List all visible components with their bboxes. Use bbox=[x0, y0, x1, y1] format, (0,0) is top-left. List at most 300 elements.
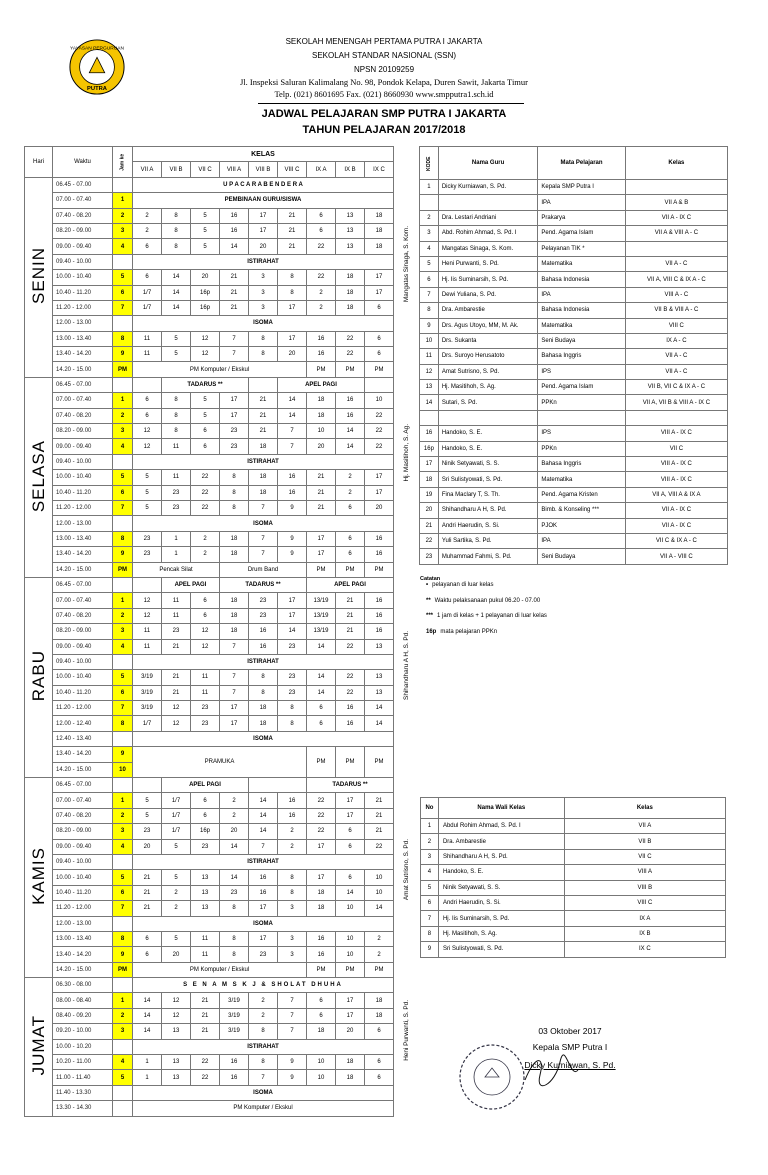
teacher-classes: VII A - VIII C bbox=[625, 549, 727, 564]
wali-row bbox=[421, 942, 726, 957]
schedule-row bbox=[25, 193, 394, 208]
class-cell: 18 bbox=[249, 716, 278, 731]
day-senin bbox=[25, 177, 53, 377]
class-cell: 2 bbox=[249, 993, 278, 1008]
time-cell: 09.40 - 10.00 bbox=[53, 254, 113, 269]
class-cell: 18 bbox=[307, 408, 336, 423]
teacher-name: Sri Sulistyowati, S. Pd. bbox=[438, 472, 538, 487]
class-cell: 14 bbox=[162, 285, 191, 300]
teacher-code: 5 bbox=[420, 256, 439, 271]
class-cell: 5 bbox=[191, 239, 220, 254]
isoma-label: ISOMA bbox=[133, 731, 394, 746]
jam-cell: 6 bbox=[113, 485, 133, 500]
class-cell: 16 bbox=[220, 1070, 249, 1085]
class-cell: 23 bbox=[249, 608, 278, 623]
teacher-subject: Bahasa Indonesia bbox=[538, 272, 625, 287]
class-cell: 1/7 bbox=[133, 300, 162, 315]
class-cell: 13 bbox=[162, 1070, 191, 1085]
teacher-name: Shihandharu A H, S. Pd. bbox=[438, 503, 538, 518]
time-cell: 10.00 - 10.20 bbox=[53, 1039, 113, 1054]
time-cell: 06.45 - 07.00 bbox=[53, 577, 113, 592]
class-cell: 3 bbox=[278, 947, 307, 962]
class-cell: 18 bbox=[220, 547, 249, 562]
class-cell: 23 bbox=[220, 424, 249, 439]
class-cell: 17 bbox=[220, 716, 249, 731]
class-cell: 14 bbox=[162, 270, 191, 285]
class-cell: 11 bbox=[162, 470, 191, 485]
class-cell: 5 bbox=[162, 870, 191, 885]
class-cell: 6 bbox=[191, 793, 220, 808]
time-cell: 09.20 - 10.00 bbox=[53, 1024, 113, 1039]
schedule-row bbox=[25, 839, 394, 854]
class-cell: 21 bbox=[278, 208, 307, 223]
teacher-name: Abd. Rohim Ahmad, S. Pd. I bbox=[438, 226, 538, 241]
teacher-row bbox=[420, 226, 728, 241]
teacher-classes: VIII C bbox=[625, 318, 727, 333]
class-cell: 13 bbox=[162, 1024, 191, 1039]
time-cell: 09.00 - 09.40 bbox=[53, 639, 113, 654]
waktu-header: Waktu bbox=[53, 147, 113, 178]
class-cell: 16 bbox=[336, 701, 365, 716]
teacher-name: Dewi Yuliana, S. Pd. bbox=[438, 287, 538, 302]
class-cell: 13 bbox=[336, 208, 365, 223]
class-cell: 13 bbox=[336, 239, 365, 254]
class-cell: 6 bbox=[365, 1024, 394, 1039]
class-cell: 17 bbox=[278, 608, 307, 623]
class-cell: 2 bbox=[220, 793, 249, 808]
class-cell: 2 bbox=[162, 885, 191, 900]
school-name: SEKOLAH MENENGAH PERTAMA PUTRA I JAKARTA bbox=[285, 37, 483, 46]
pm-cell: PM bbox=[365, 962, 394, 977]
pm-komputer-label: PM Komputer / Ekskul bbox=[133, 1101, 394, 1116]
schedule-row bbox=[25, 470, 394, 485]
class-cell: 5 bbox=[133, 485, 162, 500]
class-cell: 7 bbox=[249, 500, 278, 515]
class-cell: 16 bbox=[336, 408, 365, 423]
class-cell: 7 bbox=[278, 424, 307, 439]
class-cell: 11 bbox=[162, 593, 191, 608]
class-cell: 6 bbox=[307, 1008, 336, 1023]
class-cell: 7 bbox=[249, 1070, 278, 1085]
class-cell: 21 bbox=[278, 223, 307, 238]
teacher-name: Fina Maclary T, S. Th. bbox=[438, 487, 538, 502]
class-cell: 18 bbox=[307, 1024, 336, 1039]
class-cell: 16 bbox=[307, 947, 336, 962]
class-cell: 6 bbox=[336, 870, 365, 885]
teacher-classes: VII C bbox=[625, 441, 727, 456]
teacher-code: 8 bbox=[420, 303, 439, 318]
class-cell: 6 bbox=[336, 824, 365, 839]
pm-cell: PM bbox=[365, 562, 394, 577]
class-cell: 22 bbox=[191, 1070, 220, 1085]
class-cell: 18 bbox=[365, 1008, 394, 1023]
class-cell: 21 bbox=[162, 685, 191, 700]
class-cell: 8 bbox=[162, 408, 191, 423]
time-cell: 08.40 - 09.20 bbox=[53, 1008, 113, 1023]
class-cell: 6 bbox=[365, 1070, 394, 1085]
class-cell: 8 bbox=[220, 901, 249, 916]
class-cell: 22 bbox=[307, 239, 336, 254]
class-cell: 23 bbox=[220, 439, 249, 454]
jam-cell bbox=[113, 454, 133, 469]
class-cell: 16 bbox=[365, 547, 394, 562]
time-cell: 11.20 - 12.00 bbox=[53, 300, 113, 315]
class-cell: 1/7 bbox=[162, 793, 191, 808]
schedule-row bbox=[25, 901, 394, 916]
class-header: VII C bbox=[191, 162, 220, 177]
schedule-row bbox=[25, 1085, 394, 1100]
isoma-label: ISOMA bbox=[133, 1085, 394, 1100]
schedule-row bbox=[25, 593, 394, 608]
class-cell: 8 bbox=[249, 331, 278, 346]
class-cell: 21 bbox=[336, 608, 365, 623]
schedule-row bbox=[25, 485, 394, 500]
teacher-row bbox=[420, 349, 728, 364]
jam-cell: 4 bbox=[113, 439, 133, 454]
wali-row bbox=[421, 911, 726, 926]
schedule-row bbox=[25, 516, 394, 531]
class-cell: 21 bbox=[133, 885, 162, 900]
istirahat-label: ISTIRAHAT bbox=[133, 254, 394, 269]
pm-cell: PM bbox=[365, 362, 394, 377]
class-cell: 21 bbox=[365, 824, 394, 839]
time-cell: 07.40 - 08.20 bbox=[53, 608, 113, 623]
wali-no: 3 bbox=[421, 849, 439, 864]
class-cell: 16 bbox=[307, 347, 336, 362]
teacher-subject: Pend. Agama Islam bbox=[538, 380, 625, 395]
pm-cell: PM bbox=[307, 362, 336, 377]
class-cell: 8 bbox=[278, 701, 307, 716]
teacher-code: 16p bbox=[420, 441, 439, 456]
schedule-row bbox=[25, 624, 394, 639]
teacher-subject: IPA bbox=[538, 533, 625, 548]
class-cell: 7 bbox=[278, 439, 307, 454]
class-cell: 6 bbox=[133, 931, 162, 946]
teacher-name bbox=[438, 410, 538, 425]
class-cell: 23 bbox=[278, 685, 307, 700]
wali-row bbox=[421, 880, 726, 895]
class-cell: 14 bbox=[336, 424, 365, 439]
teacher-row bbox=[420, 180, 728, 195]
time-cell: 09.00 - 09.40 bbox=[53, 239, 113, 254]
day-rabu bbox=[25, 577, 53, 777]
class-cell: 17 bbox=[220, 393, 249, 408]
class-cell: 21 bbox=[191, 1024, 220, 1039]
class-cell: 17 bbox=[307, 839, 336, 854]
class-cell: 22 bbox=[307, 793, 336, 808]
wali-class: IX A bbox=[564, 911, 725, 926]
teacher-name: Dra. Ambarestie bbox=[438, 303, 538, 318]
time-cell: 11.40 - 13.30 bbox=[53, 1085, 113, 1100]
class-cell: 21 bbox=[307, 485, 336, 500]
class-cell: 10 bbox=[365, 885, 394, 900]
class-cell: 3/19 bbox=[133, 701, 162, 716]
teacher-row bbox=[420, 441, 728, 456]
class-cell: 6 bbox=[191, 424, 220, 439]
jam-cell: 1 bbox=[113, 993, 133, 1008]
wali-no: 2 bbox=[421, 834, 439, 849]
jam-cell bbox=[113, 254, 133, 269]
class-cell: 23 bbox=[191, 839, 220, 854]
class-cell: 18 bbox=[307, 393, 336, 408]
teacher-row bbox=[420, 503, 728, 518]
class-cell: 5 bbox=[133, 808, 162, 823]
time-cell: 14.20 - 15.00 bbox=[53, 562, 113, 577]
teacher-row bbox=[420, 380, 728, 395]
class-cell: 8 bbox=[249, 685, 278, 700]
wali-name: Dra. Ambarestie bbox=[438, 834, 564, 849]
pramuka-label: PRAMUKA bbox=[133, 747, 307, 778]
class-cell: 10 bbox=[307, 1055, 336, 1070]
teacher-name: Drs. Sukanta bbox=[438, 333, 538, 348]
class-cell: 8 bbox=[278, 716, 307, 731]
teacher-classes: VII A, VII B & VIII A - IX C bbox=[625, 395, 727, 410]
class-cell: 10 bbox=[307, 1070, 336, 1085]
class-cell: 17 bbox=[249, 223, 278, 238]
class-cell: 18 bbox=[249, 701, 278, 716]
jam-cell bbox=[113, 978, 133, 993]
wali-class: VIII A bbox=[564, 865, 725, 880]
class-cell: 23 bbox=[191, 716, 220, 731]
time-cell: 11.20 - 12.00 bbox=[53, 500, 113, 515]
wali-name: Handoko, S. E. bbox=[438, 865, 564, 880]
jam-cell bbox=[113, 516, 133, 531]
schedule-row bbox=[25, 824, 394, 839]
class-cell: 1/7 bbox=[133, 285, 162, 300]
class-cell: 17 bbox=[365, 470, 394, 485]
jam-cell: 1 bbox=[113, 193, 133, 208]
schedule-row bbox=[25, 778, 394, 793]
jam-cell: 6 bbox=[113, 685, 133, 700]
jam-cell: 3 bbox=[113, 624, 133, 639]
jam-cell: 4 bbox=[113, 639, 133, 654]
class-cell: 6 bbox=[191, 439, 220, 454]
teacher-code: 10 bbox=[420, 333, 439, 348]
teacher-row bbox=[420, 195, 728, 210]
schedule-row bbox=[25, 270, 394, 285]
class-cell: 13 bbox=[162, 1055, 191, 1070]
class-cell: 11 bbox=[162, 439, 191, 454]
teacher-classes: IX A - C bbox=[625, 333, 727, 348]
teacher-subject: Pend. Agama Islam bbox=[538, 226, 625, 241]
class-cell: 21 bbox=[220, 285, 249, 300]
class-header: VII B bbox=[162, 162, 191, 177]
class-cell: 18 bbox=[307, 901, 336, 916]
time-cell: 08.20 - 09.00 bbox=[53, 624, 113, 639]
time-cell: 13.30 - 14.30 bbox=[53, 1101, 113, 1116]
jam-cell: 3 bbox=[113, 424, 133, 439]
teacher-name: Yuli Sartika, S. Pd. bbox=[438, 533, 538, 548]
schedule-row bbox=[25, 300, 394, 315]
class-cell: 8 bbox=[249, 347, 278, 362]
class-cell: 21 bbox=[220, 270, 249, 285]
wali-name: Abdul Rohim Ahmad, S. Pd. I bbox=[438, 819, 564, 834]
teacher-subject: Seni Budaya bbox=[538, 549, 625, 564]
class-cell: 6 bbox=[336, 547, 365, 562]
class-cell: 17 bbox=[307, 870, 336, 885]
class-cell: 6 bbox=[307, 716, 336, 731]
teacher-subject: Bimb. & Konseling *** bbox=[538, 503, 625, 518]
teacher-code: 12 bbox=[420, 364, 439, 379]
class-cell: 8 bbox=[220, 470, 249, 485]
class-cell: 21 bbox=[307, 470, 336, 485]
class-cell: 7 bbox=[249, 531, 278, 546]
class-cell: 2 bbox=[133, 223, 162, 238]
jam-cell: 5 bbox=[113, 1070, 133, 1085]
class-cell: 8 bbox=[249, 1055, 278, 1070]
class-cell: 2 bbox=[365, 947, 394, 962]
class-cell: 21 bbox=[249, 408, 278, 423]
class-cell: 17 bbox=[249, 931, 278, 946]
class-header: VIII A bbox=[220, 162, 249, 177]
class-cell: 16 bbox=[365, 593, 394, 608]
time-cell: 06.30 - 08.00 bbox=[53, 978, 113, 993]
class-cell: 7 bbox=[220, 685, 249, 700]
class-cell: 17 bbox=[307, 547, 336, 562]
teacher-name: Muhammad Fahmi, S. Pd. bbox=[438, 549, 538, 564]
time-cell: 06.45 - 07.00 bbox=[53, 778, 113, 793]
teacher-classes: VII B & VIII A - C bbox=[625, 303, 727, 318]
time-cell: 10.40 - 11.20 bbox=[53, 685, 113, 700]
wali-nama-header: Nama Wali Kelas bbox=[438, 798, 564, 819]
wali-class: VII B bbox=[564, 834, 725, 849]
class-cell: 18 bbox=[365, 208, 394, 223]
class-cell: 21 bbox=[191, 993, 220, 1008]
teacher-classes: VII A - C bbox=[625, 349, 727, 364]
class-cell: 23 bbox=[278, 670, 307, 685]
time-cell: 10.00 - 10.40 bbox=[53, 870, 113, 885]
teacher-code: 9 bbox=[420, 318, 439, 333]
time-cell: 13.40 - 14.20 bbox=[53, 947, 113, 962]
class-cell: 17 bbox=[220, 408, 249, 423]
schedule-row bbox=[25, 608, 394, 623]
upacara-label: U P A C A R A B E N D E R A bbox=[133, 177, 394, 192]
apel-label: APEL PAGI bbox=[162, 577, 220, 592]
teacher-code: 6 bbox=[420, 272, 439, 287]
jam-header: Jam ke bbox=[113, 147, 133, 178]
class-cell: 7 bbox=[249, 547, 278, 562]
class-cell: 5 bbox=[191, 408, 220, 423]
wali-no: 9 bbox=[421, 942, 439, 957]
class-cell: 3 bbox=[278, 901, 307, 916]
class-cell: 8 bbox=[162, 393, 191, 408]
class-cell: 18 bbox=[365, 993, 394, 1008]
schedule-row bbox=[25, 639, 394, 654]
class-cell: 1/7 bbox=[162, 824, 191, 839]
time-cell: 07.40 - 08.20 bbox=[53, 808, 113, 823]
wali-name: Shihandharu A H, S. Pd. bbox=[438, 849, 564, 864]
class-cell: 21 bbox=[365, 793, 394, 808]
jam-cell bbox=[113, 1101, 133, 1116]
wali-name: Hj. Iis Suminarsih, S. Pd. bbox=[438, 911, 564, 926]
class-cell: 16p bbox=[191, 824, 220, 839]
school-stamp bbox=[457, 1042, 527, 1112]
class-cell: 16 bbox=[307, 331, 336, 346]
istirahat-label: ISTIRAHAT bbox=[133, 454, 394, 469]
schedule-row bbox=[25, 362, 394, 377]
wali-class: VII A bbox=[564, 819, 725, 834]
class-cell: 8 bbox=[278, 870, 307, 885]
class-cell: 14 bbox=[162, 300, 191, 315]
class-cell: 2 bbox=[307, 285, 336, 300]
empty-cell bbox=[133, 577, 162, 592]
class-cell: 14 bbox=[365, 716, 394, 731]
teacher-classes: VII A & VIII A - C bbox=[625, 226, 727, 241]
schedule-title: JADWAL PELAJARAN SMP PUTRA I JAKARTA bbox=[261, 108, 507, 120]
teacher-code bbox=[420, 410, 439, 425]
wali-name: Ninik Setyawati, S. S. bbox=[438, 880, 564, 895]
pm-cell: PM bbox=[336, 562, 365, 577]
schedule-row bbox=[25, 716, 394, 731]
teacher-subject: PPKn bbox=[538, 441, 625, 456]
class-cell: 13 bbox=[191, 901, 220, 916]
teacher-row bbox=[420, 533, 728, 548]
jam-cell bbox=[113, 177, 133, 192]
class-cell: 5 bbox=[191, 223, 220, 238]
class-cell: 18 bbox=[220, 624, 249, 639]
schedule-row bbox=[25, 531, 394, 546]
time-cell: 12.00 - 13.00 bbox=[53, 516, 113, 531]
jam-cell bbox=[113, 1085, 133, 1100]
hari-header: Hari bbox=[25, 147, 53, 178]
class-cell: 22 bbox=[336, 670, 365, 685]
teacher-code: 18 bbox=[420, 472, 439, 487]
class-cell: 3 bbox=[249, 300, 278, 315]
note-symbol: *** bbox=[426, 613, 434, 619]
wali-row bbox=[421, 926, 726, 941]
teacher-name: Mangatas Sinaga, S. Kom. bbox=[438, 241, 538, 256]
class-cell: 8 bbox=[162, 424, 191, 439]
class-cell: 11 bbox=[191, 670, 220, 685]
class-cell: 16 bbox=[220, 223, 249, 238]
class-cell: 2 bbox=[249, 1008, 278, 1023]
class-cell: 8 bbox=[249, 670, 278, 685]
class-cell: 17 bbox=[365, 485, 394, 500]
class-cell: 16 bbox=[365, 608, 394, 623]
class-cell: 17 bbox=[249, 208, 278, 223]
day-jumat bbox=[25, 978, 53, 1117]
class-cell: 20 bbox=[133, 839, 162, 854]
class-cell: 20 bbox=[249, 239, 278, 254]
schedule-row bbox=[25, 254, 394, 269]
class-cell: 18 bbox=[336, 1070, 365, 1085]
class-cell: 2 bbox=[365, 931, 394, 946]
teacher-code: 23 bbox=[420, 549, 439, 564]
class-header: VIII B bbox=[249, 162, 278, 177]
class-cell: 12 bbox=[162, 701, 191, 716]
teacher-classes: VIII A - IX C bbox=[625, 472, 727, 487]
class-cell: 18 bbox=[249, 470, 278, 485]
empty-cell bbox=[133, 377, 162, 392]
teacher-subject: Kepala SMP Putra I bbox=[538, 180, 625, 195]
class-cell: 6 bbox=[336, 839, 365, 854]
note-text: pelayanan di luar kelas bbox=[432, 582, 494, 588]
teacher-name: Dra. Lestari Andriani bbox=[438, 210, 538, 225]
time-cell: 13.40 - 14.20 bbox=[53, 347, 113, 362]
time-cell: 10.20 - 11.00 bbox=[53, 1055, 113, 1070]
schedule-row bbox=[25, 1008, 394, 1023]
class-cell: 18 bbox=[307, 885, 336, 900]
class-cell: 17 bbox=[336, 993, 365, 1008]
teacher-classes: VIII A - IX C bbox=[625, 426, 727, 441]
class-cell: 14 bbox=[336, 439, 365, 454]
class-cell: 14 bbox=[278, 624, 307, 639]
header-divider bbox=[258, 103, 524, 104]
time-cell: 10.00 - 10.40 bbox=[53, 270, 113, 285]
mapel-header: Mata Pelajaran bbox=[538, 147, 625, 180]
class-cell: 14 bbox=[365, 701, 394, 716]
schedule-row bbox=[25, 285, 394, 300]
